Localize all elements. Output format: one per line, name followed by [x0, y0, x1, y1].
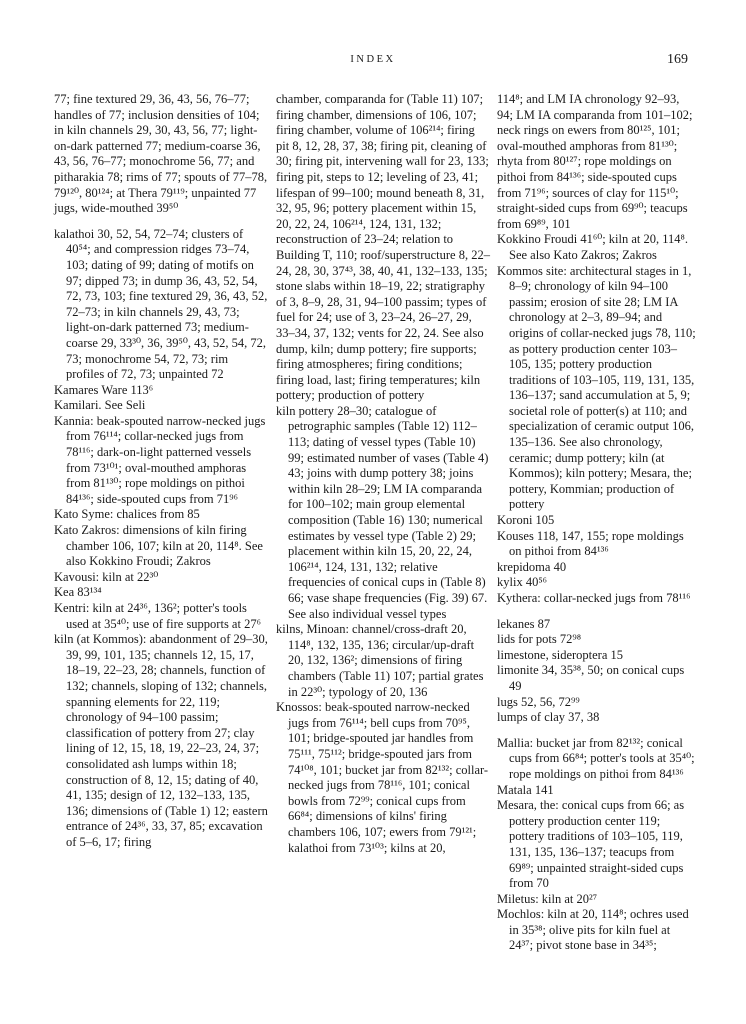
index-entry: kalathoi 30, 52, 54, 72–74; clusters of 40⁵⁴; and compression ridges 73–74, 103; dating of 99; dating of motifs on 97; dipped 73; in dump 36, 43, 52, 54, 72, 73, 103; fine textured 29, 36, 43, 52, 72–73; in kiln channels 29, 43, 73; light-on-dark patterned 73; medium-coarse 29, 33³⁰, 36, 39⁵⁰, 43, 52, 54, 72, 73; monochrome 54, 72, 73; rim profiles of 72, 73; unpainted 72: [54, 226, 268, 382]
index-entry: Kouses 118, 147, 155; rope moldings on pithoi from 84¹³⁶: [497, 528, 684, 559]
index-entry: limonite 34, 35³⁸, 50; on conical cups 49: [497, 663, 685, 693]
index-entry: Kato Zakros: dimensions of kiln firing chamber 106, 107; kiln at 20, 114⁸. See also Kokkino Froudi; Zakros: [54, 523, 263, 569]
index-entry: Kavousi: kiln at 22³⁰: [54, 569, 159, 584]
index-entry: Mochlos: kiln at 20, 114⁸; ochres used in 35³⁸; olive pits for kiln fuel at 24³⁷; pivot stone base in 34³⁵;: [497, 907, 689, 953]
index-entry: kiln (at Kommos): abandonment of 29–30, 39, 99, 101, 135; channels 12, 15, 17, 18–19, 22–23, 28; channels, function of 132; channels, sloping of 132; channels, spanning elements for 22, 119; chronology of 94–100 passim; classification of pottery from 27; clay lining of 12, 15, 18, 19, 22–23, 24, 37; consolidated ash lumps within 18; construction of 8, 12, 15; dating of 40, 41, 135; design of 12, 132–133, 135, 136; dimensions of (Table 1) 12; eastern entrance of 24³⁶, 33, 37, 85; excavation of 5–6, 17; firing: [54, 632, 268, 849]
index-entry: lids for pots 72⁹⁸: [497, 632, 582, 647]
index-entry: Knossos: beak-spouted narrow-necked jugs from 76¹¹⁴; bell cups from 70⁹⁵, 101; bridge-spouted jar handles from 75¹¹¹, 75¹¹²; bridge-spouted jars from 74¹⁰⁸, 101; bucket jar from 82¹³²; collar-necked jugs from 78¹¹⁶, 101; conical bowls from 72⁹⁹; conical cups from 66⁸⁴; dimensions of kilns' firing chambers 106, 107; ewers from 79¹²¹; kalathoi from 73¹⁰³; kilns at 20,: [276, 700, 489, 855]
index-entry: Matala 141: [497, 782, 554, 797]
index-column-3: [497, 92, 697, 954]
index-column-1: [54, 92, 268, 851]
index-entry: Mallia: bucket jar from 82¹³²; conical cups from 66⁸⁴; potter's tools at 35⁴⁰; rope moldings on pithoi from 84¹³⁶: [497, 735, 695, 781]
index-entry: lugs 52, 56, 72⁹⁹: [497, 694, 580, 709]
index-entry: Miletus: kiln at 20²⁷: [497, 891, 598, 906]
index-entry: Kannia: beak-spouted narrow-necked jugs from 76¹¹⁴; collar-necked jugs from 78¹¹⁶; dark-on-light patterned vessels from 73¹⁰¹; oval-mouthed amphoras from 81¹³⁰; rope moldings on pithoi 84¹³⁶; side-spouted cups from 71⁹⁶: [54, 413, 266, 506]
index-entry: Kommos site: architectural stages in 1, 8–9; chronology of kiln 94–100 passim; erosion of site 28; LM IA chronology at 2–3, 89–94; and origins of collar-necked jugs 78, 110; as pottery production center 103–105, 135; pottery production traditions of 103–105, 119, 131, 135, 136–137; sand accumulation at 5, 9; societal role of potter(s) at 110; and specialization of ceramic output 106, 135–136. See also chronology, ceramic; dump pottery; kiln (at Kommos); kiln pottery; Mesara, the; pottery, Kommian; production of pottery: [497, 263, 696, 512]
index-column-2: [276, 92, 490, 856]
index-entry: Kokkino Froudi 41⁶⁰; kiln at 20, 114⁸. See also Kato Zakros; Zakros: [497, 232, 689, 262]
index-entry: lekanes 87: [497, 616, 551, 631]
index-entry: jugs, wide-mouthed 39⁵⁰: [54, 201, 179, 216]
index-entry: krepidoma 40: [497, 559, 567, 574]
index-entry: Kea 83¹³⁴: [54, 585, 102, 600]
index-entry: lumps of clay 37, 38: [497, 710, 600, 725]
running-title: INDEX: [350, 54, 396, 65]
index-entry: Kato Syme: chalices from 85: [54, 507, 200, 522]
index-entry: Kythera: collar-necked jugs from 78¹¹⁶: [497, 591, 691, 605]
index-entry: 77; fine textured 29, 36, 43, 56, 76–77; handles of 77; inclusion densities of 104; in kiln channels 29, 30, 43, 56, 77; light-on-dark patterned 77; medium-coarse 36, 43, 56, 76–77; monochrome 56, 77; and pitharakia 78; rims of 77; spouts of 77–78, 79¹²⁰, 80¹²⁴; at Thera 79¹¹⁹; unpainted 77: [54, 92, 268, 200]
index-entry: Kentri: kiln at 24³⁶, 136²; potter's tools used at 35⁴⁰; use of fire supports at 27⁶: [54, 601, 261, 631]
index-entry: Kamares Ware 113⁶: [54, 382, 154, 397]
index-entry: kiln pottery 28–30; catalogue of petrographic samples (Table 12) 112–113; dating of vessel types (Table 10) 99; estimated number of vases (Table 4) 43; joins with dump pottery 38; joins within kiln 28–29; LM IA comparanda for 100–102; main group elemental composition (Table 16) 130; numerical estimates by vessel type (Table 2) 29; placement within kiln 15, 20, 22, 24, 106²¹⁴, 124, 131, 132; relative frequencies of conical cups in (Table 8) 66; vase shape frequencies (Fig. 39) 67. See also individual vessel types: [276, 403, 489, 621]
index-entry: Mesara, the: conical cups from 66; as pottery production center 119; pottery traditions of 103–105, 119, 131, 135, 136–137; teacups from 69⁸⁹; unpainted straight-sided cups from 70: [497, 798, 685, 891]
index-entry: Kamilari. See Seli: [54, 398, 146, 413]
running-header: [0, 54, 746, 70]
page-number: 169: [667, 52, 688, 67]
index-entry: limestone, sideroptera 15: [497, 647, 624, 662]
index-entry: kylix 40⁵⁶: [497, 575, 548, 590]
index-entry: Koroni 105: [497, 513, 555, 528]
index-entry: kilns, Minoan: channel/cross-draft 20, 114⁸, 132, 135, 136; circular/up-draft 20, 132, 136²; dimensions of firing chambers (Table 11) 107; partial grates in 22³⁰; typology of 20, 136: [276, 622, 484, 699]
index-entry: chamber, comparanda for (Table 11) 107; firing chamber, dimensions of 106, 107; firing chamber, volume of 106²¹⁴; firing pit 8, 12, 28, 37, 38; firing pit, cleaning of 30; firing pit, intervening wall for 23, 133; firing pit, steps to 12; leveling of 23, 41; lifespan of 99–100; mound beneath 8, 31, 32, 95, 96; pottery placement within 15, 20, 22, 24, 106²¹⁴, 124, 131, 132; reconstruction of 23–24; relation to Building T, 110; roof/superstructure 8, 22–24, 28, 30, 37⁴³, 38, 40, 41, 132–133, 135; stone slabs within 18–19, 22; stratigraphy of 3, 8–9, 28, 31, 94–100 passim; types of fuel for 24; use of 3, 23–24, 26–27, 29, 33–34, 37, 132; vents for 22, 24. See also dump, kiln; dump pottery; fire supports; firing atmospheres; firing conditions; firing load, last; firing temperatures; kiln pottery; production of pottery: [276, 92, 490, 403]
index-entry: 114⁸; and LM IA chronology 92–93, 94; LM IA comparanda from 101–102; neck rings on ewers from 80¹²⁵, 101; oval-mouthed amphoras from 81¹³⁰; rhyta from 80¹²⁷; rope moldings on pithoi from 84¹³⁶; side-spouted cups from 71⁹⁶; sources of clay for 115¹⁰; straight-sided cups from 69⁹⁰; teacups from 69⁸⁹, 101: [497, 92, 693, 231]
